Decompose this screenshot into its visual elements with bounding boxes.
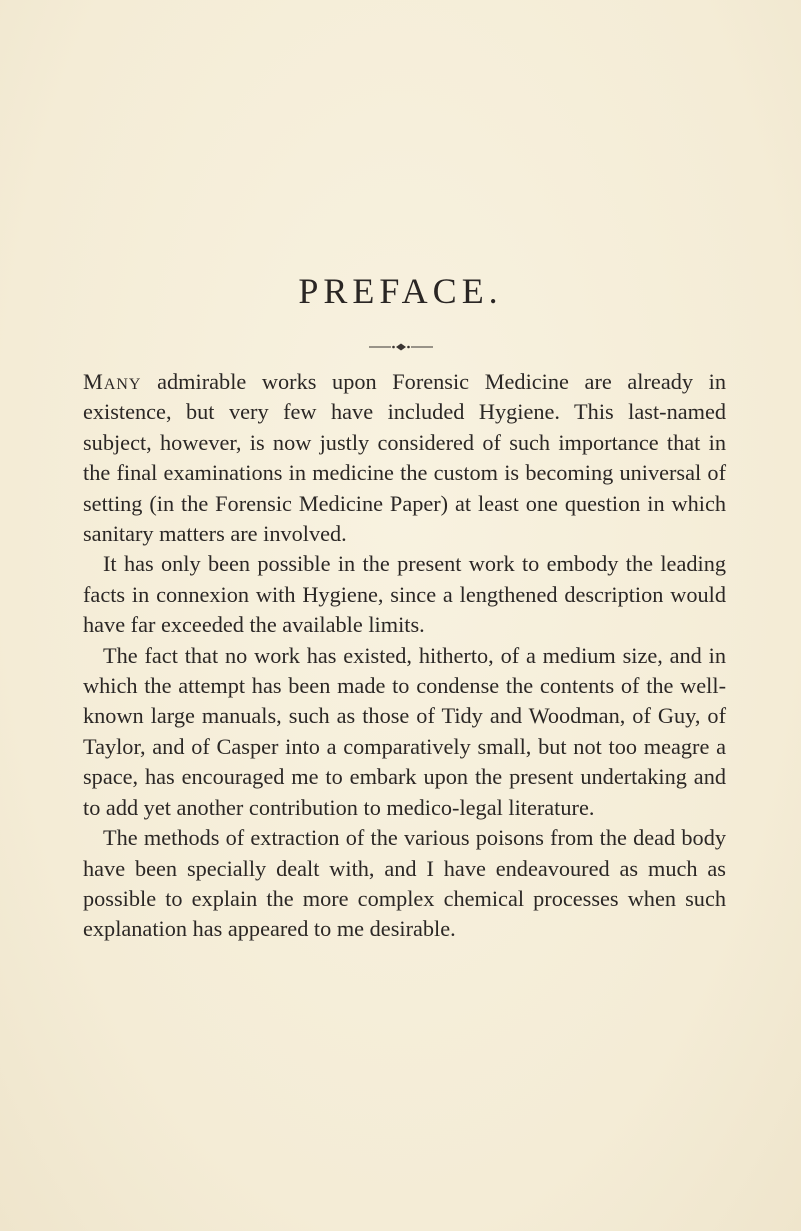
paragraph-4: The methods of extraction of the various poisons from the dead body have been specially dealt with, and I have endeavoured as much as possible to explain the more complex chemical processes when such explanation has appeared to me desirable.: [83, 825, 726, 942]
paragraph-3: The fact that no work has existed, hitherto, of a medium size, and in which the attempt has been made to condense the contents of the well-known large manuals, such as those of Tidy and Woodman, of Guy, of Taylor, and of Casper into a comparatively small, but not too meagre a space, has encouraged me to embark upon the present undertaking and to add yet another contribution to medico-legal literature.: [83, 642, 726, 820]
paragraph-2: It has only been possible in the present work to embody the leading facts in connexion with Hygiene, since a lengthened description would have far exceeded the available limits.: [83, 551, 726, 638]
paragraph-1: [83, 367, 726, 549]
dash-diamond-dash-ornament-icon: [369, 341, 433, 353]
paragraph-lead-word: Many: [83, 369, 142, 394]
paragraph-text: admirable works upon Forensic Medicine are already in existence, but very few have included Hygiene. This last-named subject, however, is now justly considered of such importance that in the final examinations in medicine the custom is becoming universal of setting (in the Forensic Medicine Paper) at least one question in which sanitary matters are involved.: [83, 369, 726, 547]
preface-body: [83, 367, 726, 945]
page-title: PREFACE.: [298, 271, 503, 311]
